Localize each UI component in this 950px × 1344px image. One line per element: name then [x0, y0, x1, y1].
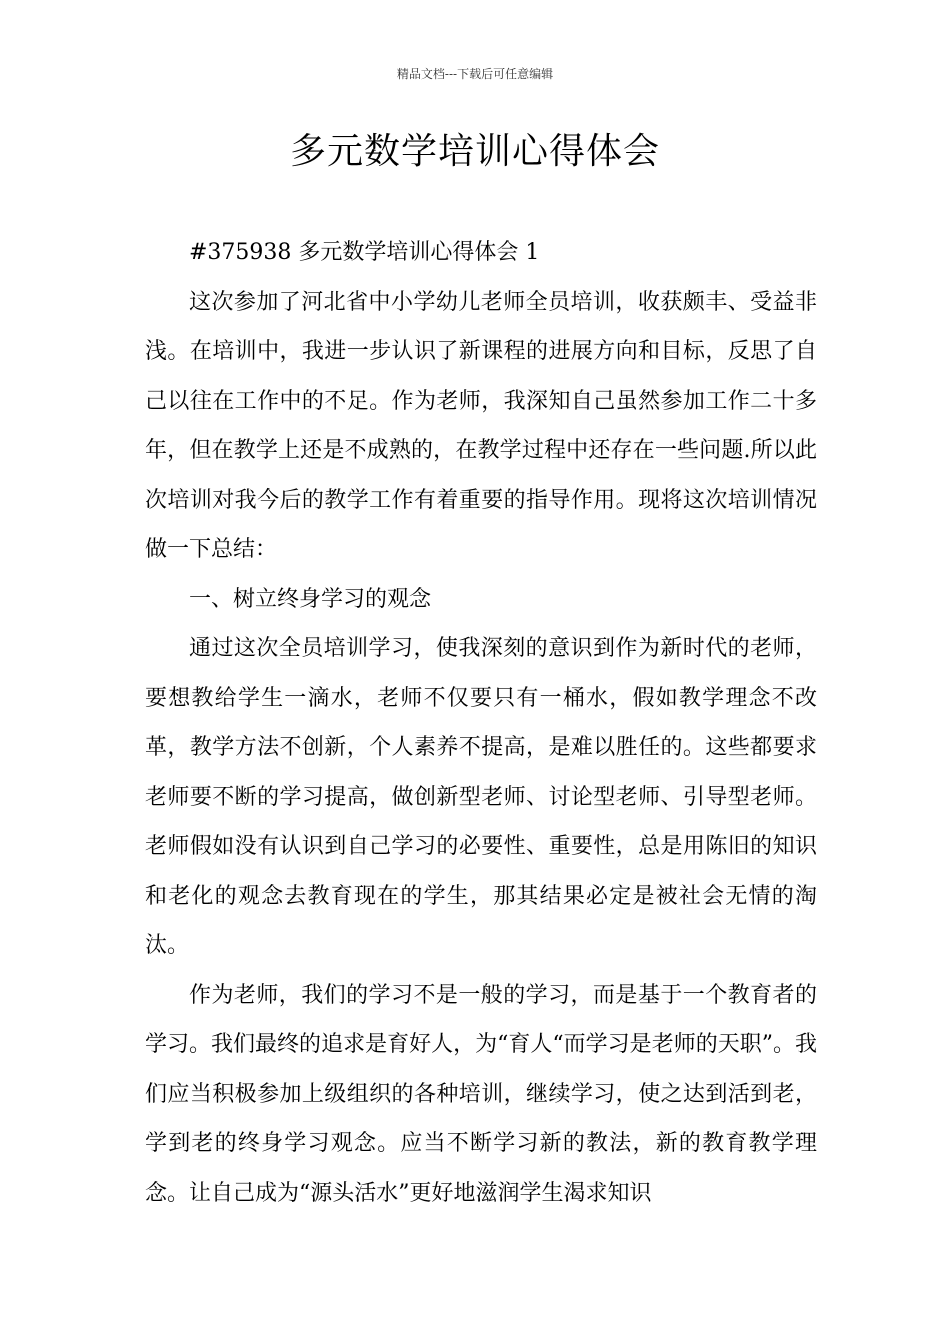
section-heading: 一、树立终身学习的观念 [189, 586, 432, 612]
document-body [145, 228, 817, 1218]
header-note: 精品文档---下载后可任意编辑 [396, 67, 554, 81]
paragraph-body: 作为老师，我们的学习不是一般的学习，而是基于一个教育者的学习。我们最终的追求是育好人，为“育人“而学习是老师的天职”。我们应当积极参加上级组织的各种培训，继续学习，使之达到活到老，学到老的终身学习观念。应当不断学习新的教法，新的教育教学理念。让自己成为“源头活水”更好地滋润学生渴求知识 [145, 982, 817, 1206]
paragraph-intro: 这次参加了河北省中小学幼儿老师全员培训，收获颇丰、受益非浅。在培训中，我进一步认识了新课程的进展方向和目标，反思了自己以往在工作中的不足。作为老师，我深知自己虽然参加工作二十多年，但在教学上还是不成熟的，在教学过程中还存在一些问题.所以此次培训对我今后的教学工作有着重要的指导作用。现将这次培训情况做一下总结： [145, 289, 817, 562]
paragraph-doc-id: #375938 多元数学培训心得体会 1 [189, 240, 540, 265]
document-title: 多元数学培训心得体会 [289, 131, 660, 172]
paragraph-body: 通过这次全员培训学习，使我深刻的意识到作为新时代的老师，要想教给学生一滴水，老师不仅要只有一桶水，假如教学理念不改革，教学方法不创新，个人素养不提高，是难以胜任的。这些都要求老师要不断的学习提高，做创新型老师、讨论型老师、引导型老师。老师假如没有认识到自己学习的必要性、重要性，总是用陈旧的知识和老化的观念去教育现在的学生，那其结果必定是被社会无情的淘汰。 [145, 636, 817, 958]
